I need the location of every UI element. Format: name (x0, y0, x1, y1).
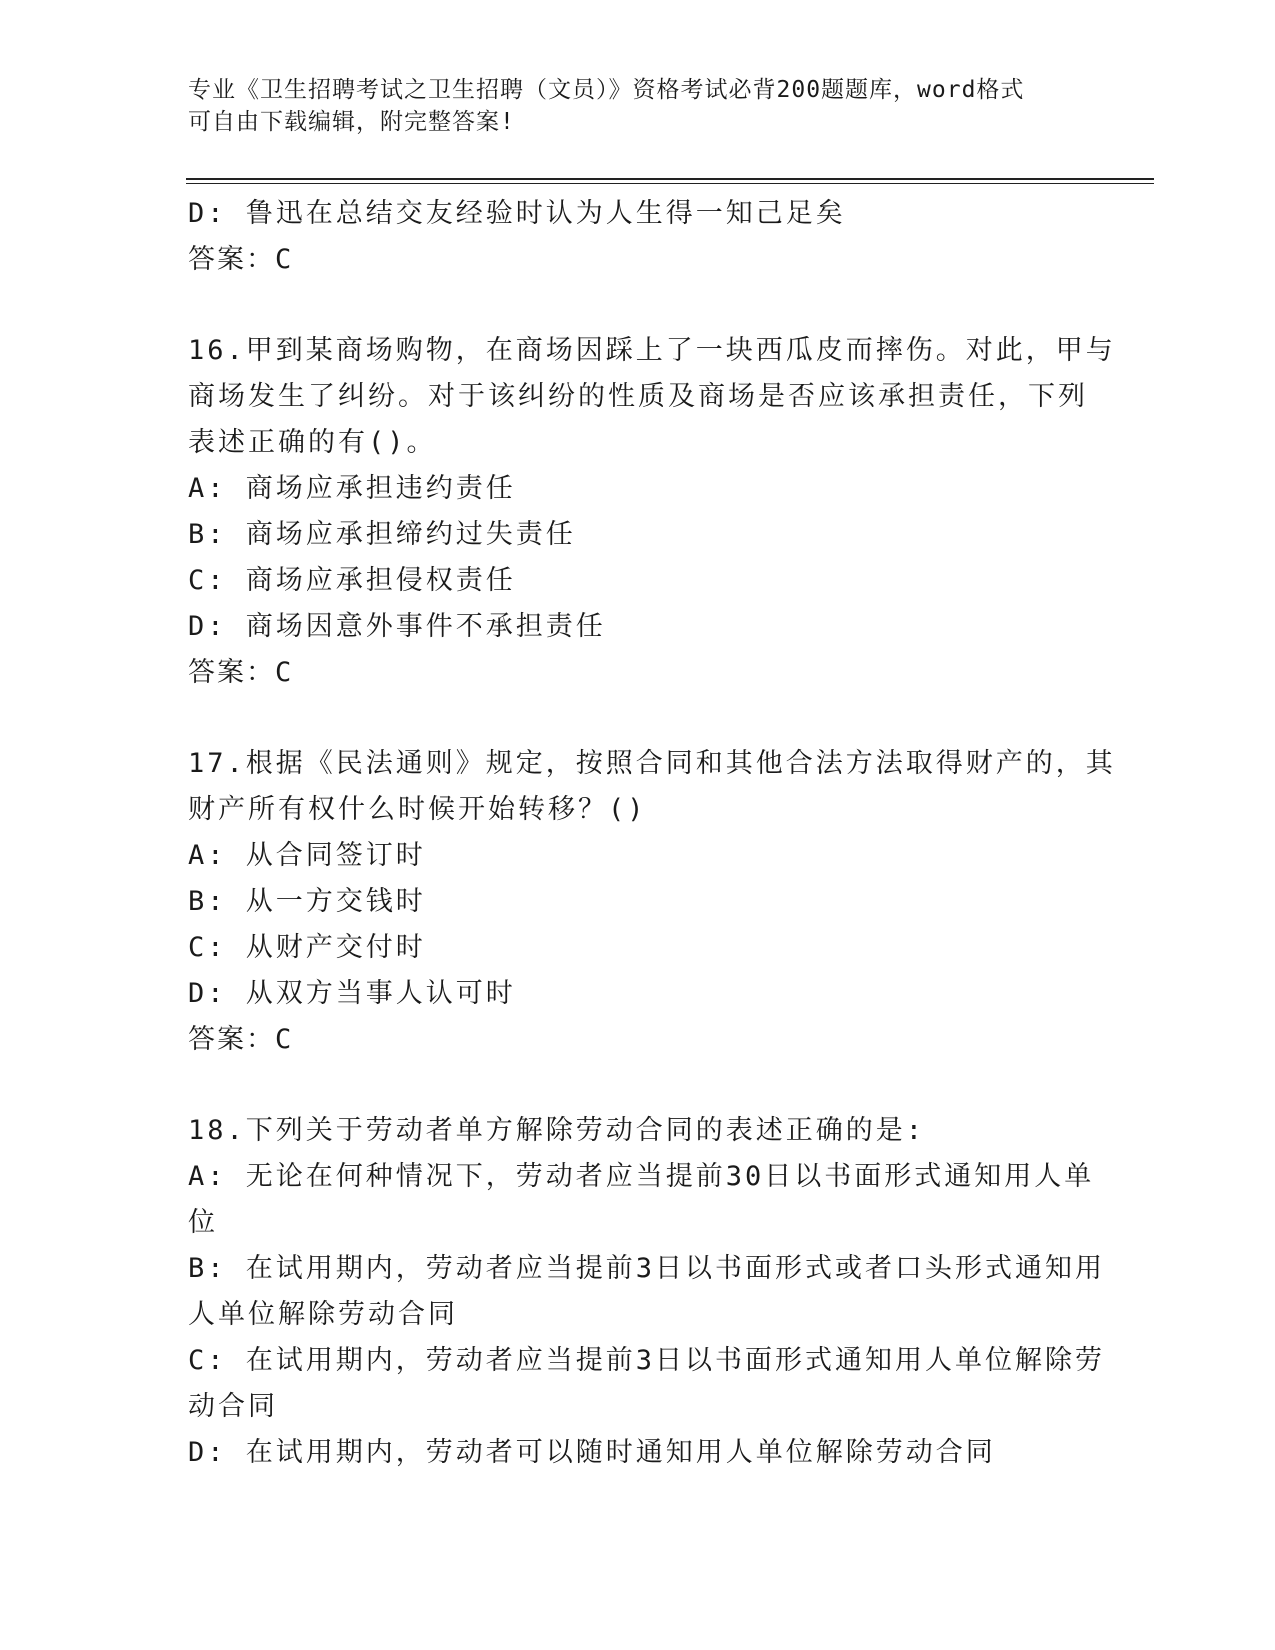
header-line-2: 可自由下载编辑，附完整答案! (188, 109, 515, 135)
header-divider-thick (186, 178, 1154, 180)
header-line-1: 专业《卫生招聘考试之卫生招聘（文员）》资格考试必背200题题库，word格式 (188, 77, 1025, 103)
q18-option-b-line-2: 人单位解除劳动合同 (188, 1299, 458, 1330)
q17-option-d: D: 从双方当事人认可时 (188, 978, 516, 1009)
spacer (188, 696, 1088, 741)
q17-answer: 答案：C (188, 1024, 294, 1055)
q18-stem-line-1: 18.下列关于劳动者单方解除劳动合同的表述正确的是: (188, 1115, 926, 1146)
q16-option-b: B: 商场应承担缔约过失责任 (188, 519, 576, 550)
question-content (188, 191, 1116, 1476)
q18-option-a-line-1: A: 无论在何种情况下，劳动者应当提前30日以书面形式通知用人单 (188, 1161, 1095, 1192)
q16-answer: 答案：C (188, 657, 294, 688)
q18-option-c-line-2: 动合同 (188, 1391, 278, 1422)
q18-option-d-line-1: D: 在试用期内，劳动者可以随时通知用人单位解除劳动合同 (188, 1437, 996, 1468)
prev-option-d: D: 鲁迅在总结交友经验时认为人生得一知己足矣 (188, 198, 846, 229)
q17-option-b: B: 从一方交钱时 (188, 886, 426, 917)
q17-stem-line-1: 17.根据《民法通则》规定，按照合同和其他合法方法取得财产的，其 (188, 748, 1116, 779)
q17-option-a: A: 从合同签订时 (188, 840, 426, 871)
q16-stem-line-3: 表述正确的有()。 (188, 427, 437, 458)
q17-stem-line-2: 财产所有权什么时候开始转移？() (188, 794, 647, 825)
q16-option-c: C: 商场应承担侵权责任 (188, 565, 516, 596)
document-header (188, 74, 1088, 138)
spacer (188, 283, 1088, 328)
q18-option-c-line-1: C: 在试用期内，劳动者应当提前3日以书面形式通知用人单位解除劳 (188, 1345, 1106, 1376)
q16-stem-line-1: 16.甲到某商场购物，在商场因踩上了一块西瓜皮而摔伤。对此，甲与 (188, 335, 1116, 366)
q18-option-a-line-2: 位 (188, 1207, 218, 1238)
q16-stem-line-2: 商场发生了纠纷。对于该纠纷的性质及商场是否应该承担责任，下列 (188, 381, 1088, 412)
q18-option-b-line-1: B: 在试用期内，劳动者应当提前3日以书面形式或者口头形式通知用 (188, 1253, 1106, 1284)
question-18 (188, 1108, 1106, 1476)
question-16 (188, 328, 1116, 696)
prev-answer: 答案：C (188, 244, 294, 275)
q16-option-d: D: 商场因意外事件不承担责任 (188, 611, 606, 642)
header-divider-thin (186, 183, 1154, 184)
question-17 (188, 741, 1116, 1063)
spacer (188, 1063, 1088, 1108)
q17-option-c: C: 从财产交付时 (188, 932, 426, 963)
q16-option-a: A: 商场应承担违约责任 (188, 473, 516, 504)
